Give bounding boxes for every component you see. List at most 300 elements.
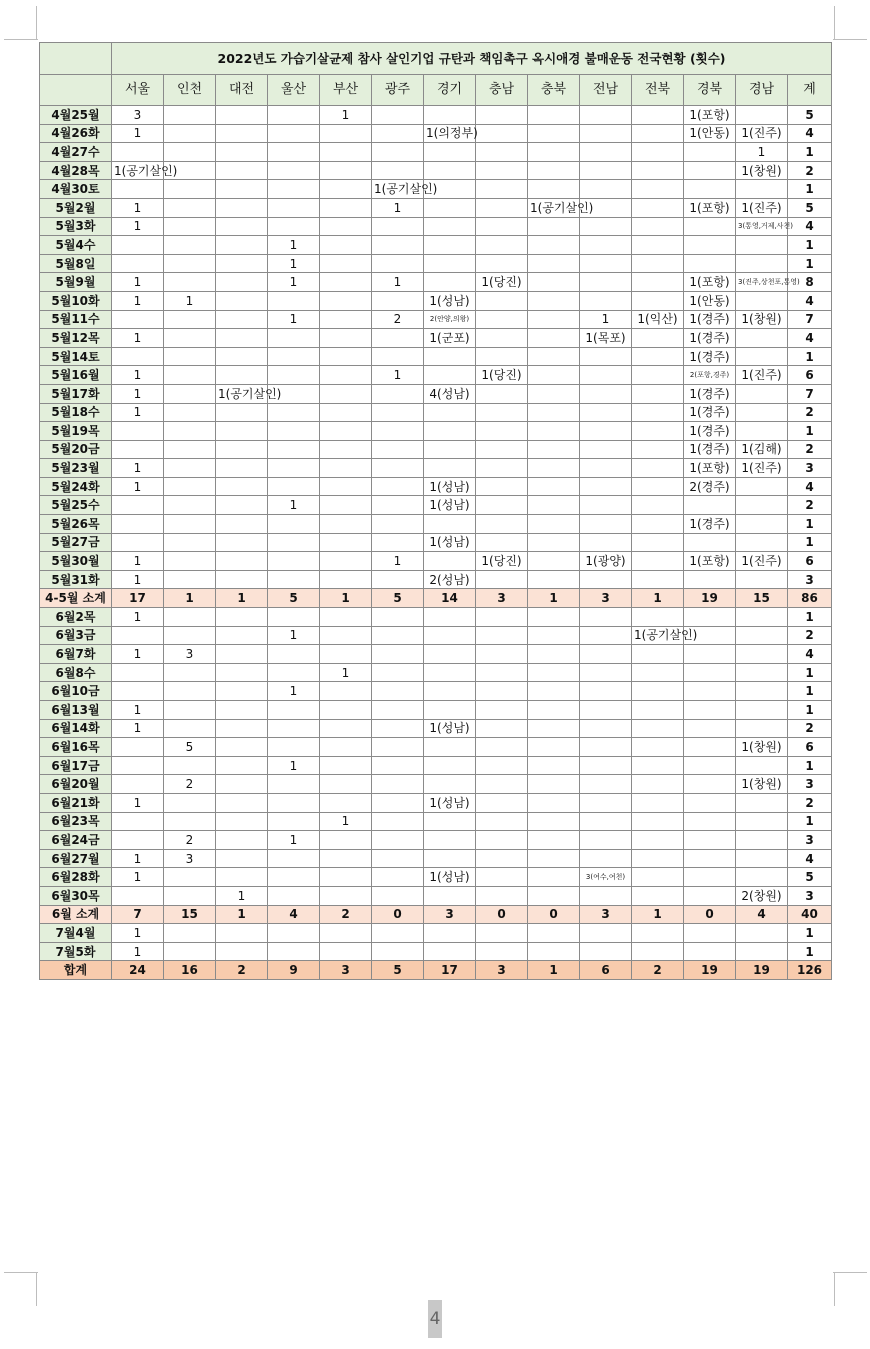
- table-cell: 2: [320, 905, 372, 924]
- table-row: [40, 496, 832, 515]
- table-cell: [372, 775, 424, 794]
- table-cell: [476, 440, 528, 459]
- table-cell: [528, 626, 580, 645]
- table-cell: 1(의정부): [424, 124, 476, 143]
- table-cell: [424, 254, 476, 273]
- table-cell: 3: [112, 106, 164, 125]
- table-cell: [684, 236, 736, 255]
- table-cell: [632, 477, 684, 496]
- table-cell: [528, 886, 580, 905]
- table-cell: 2(창원): [736, 886, 788, 905]
- table-cell: [216, 831, 268, 850]
- table-cell: 1: [268, 682, 320, 701]
- table-cell: [528, 719, 580, 738]
- row-label: 5월30월: [40, 552, 112, 571]
- table-cell: [632, 812, 684, 831]
- table-cell: [476, 403, 528, 422]
- table-cell: [320, 366, 372, 385]
- table-cell: [684, 217, 736, 236]
- table-cell: 1(경주): [684, 403, 736, 422]
- table-cell: 1(경주): [684, 440, 736, 459]
- table-cell: [632, 738, 684, 757]
- table-cell: [632, 180, 684, 199]
- table-cell: [268, 924, 320, 943]
- table-cell: [268, 608, 320, 627]
- table-row: [40, 738, 832, 757]
- table-cell: [528, 701, 580, 720]
- table-cell: [580, 924, 632, 943]
- table-cell: [632, 422, 684, 441]
- table-row: [40, 161, 832, 180]
- table-cell: [476, 831, 528, 850]
- table-cell: 1(경주): [684, 329, 736, 348]
- table-cell: [268, 849, 320, 868]
- table-cell: [164, 143, 216, 162]
- row-total-cell: 1: [788, 608, 832, 627]
- table-cell: [424, 106, 476, 125]
- table-cell: [424, 663, 476, 682]
- table-cell: [580, 291, 632, 310]
- table-cell: [216, 868, 268, 887]
- table-cell: [580, 477, 632, 496]
- table-cell: [164, 106, 216, 125]
- table-cell: [216, 198, 268, 217]
- table-cell: [320, 440, 372, 459]
- row-label: 5월20금: [40, 440, 112, 459]
- table-cell: [320, 496, 372, 515]
- table-cell: [320, 682, 372, 701]
- table-cell: 1: [164, 589, 216, 608]
- table-cell: [528, 422, 580, 441]
- table-cell: 3: [476, 589, 528, 608]
- table-cell: [268, 663, 320, 682]
- row-total-cell: 3: [788, 775, 832, 794]
- table-cell: [112, 254, 164, 273]
- table-cell: [632, 645, 684, 664]
- table-cell: [112, 515, 164, 534]
- table-cell: [372, 608, 424, 627]
- table-row: [40, 570, 832, 589]
- row-total-cell: 2: [788, 626, 832, 645]
- table-cell: [736, 422, 788, 441]
- table-cell: [528, 496, 580, 515]
- table-cell: [632, 440, 684, 459]
- row-label: 5월26목: [40, 515, 112, 534]
- table-cell: [320, 608, 372, 627]
- table-cell: 1(진주): [736, 459, 788, 478]
- table-cell: 1: [216, 589, 268, 608]
- table-cell: [424, 143, 476, 162]
- table-cell: 1: [268, 254, 320, 273]
- table-cell: 19: [736, 961, 788, 980]
- table-cell: [320, 254, 372, 273]
- row-total-cell: 1: [788, 663, 832, 682]
- column-header: 충북: [528, 75, 580, 106]
- table-cell: 1: [112, 793, 164, 812]
- table-cell: [320, 143, 372, 162]
- table-cell: [424, 403, 476, 422]
- table-cell: [476, 310, 528, 329]
- table-cell: [424, 440, 476, 459]
- row-label: 6월7화: [40, 645, 112, 664]
- table-cell: [424, 366, 476, 385]
- table-cell: 1: [112, 459, 164, 478]
- row-label: 6월 소계: [40, 905, 112, 924]
- row-total-cell: 1: [788, 180, 832, 199]
- column-header-row: [40, 75, 832, 106]
- table-cell: [632, 663, 684, 682]
- row-label: 6월28화: [40, 868, 112, 887]
- table-cell: [736, 756, 788, 775]
- table-cell: 1: [268, 273, 320, 292]
- table-cell: [736, 106, 788, 125]
- table-cell: [528, 663, 580, 682]
- table-cell: [320, 329, 372, 348]
- table-cell: 1(당진): [476, 366, 528, 385]
- table-cell: [528, 459, 580, 478]
- table-title: 2022년도 가습기살균제 참사 살인기업 규탄과 책임촉구 옥시애경 불매운동 전국현황 (횟수): [112, 43, 832, 75]
- table-cell: [320, 347, 372, 366]
- table-cell: [424, 756, 476, 775]
- table-cell: 1(창원): [736, 775, 788, 794]
- table-cell: [528, 217, 580, 236]
- table-cell: [216, 775, 268, 794]
- row-label: 5월24화: [40, 477, 112, 496]
- table-cell: [320, 198, 372, 217]
- table-cell: [268, 868, 320, 887]
- table-cell: 1: [372, 273, 424, 292]
- table-cell: [216, 924, 268, 943]
- table-cell: [320, 645, 372, 664]
- row-label: 5월8일: [40, 254, 112, 273]
- table-cell: [580, 106, 632, 125]
- row-label: 5월31화: [40, 570, 112, 589]
- table-cell: 1: [320, 589, 372, 608]
- table-cell: [528, 254, 580, 273]
- row-total-cell: 5: [788, 868, 832, 887]
- row-label: 5월17화: [40, 384, 112, 403]
- table-cell: [268, 124, 320, 143]
- table-row: [40, 682, 832, 701]
- table-cell: 1: [268, 831, 320, 850]
- row-total-cell: 1: [788, 812, 832, 831]
- table-cell: [268, 701, 320, 720]
- row-total-cell: 2: [788, 440, 832, 459]
- table-cell: [528, 533, 580, 552]
- table-cell: 1: [112, 719, 164, 738]
- table-cell: [320, 161, 372, 180]
- table-cell: 1: [736, 143, 788, 162]
- row-total-cell: 1: [788, 756, 832, 775]
- table-cell: [736, 329, 788, 348]
- table-cell: [372, 626, 424, 645]
- row-total-cell: 4: [788, 329, 832, 348]
- table-cell: 1: [112, 217, 164, 236]
- table-cell: [580, 459, 632, 478]
- table-cell: [164, 180, 216, 199]
- table-row: [40, 552, 832, 571]
- table-cell: [736, 719, 788, 738]
- table-cell: [632, 868, 684, 887]
- table-cell: [268, 533, 320, 552]
- column-header: 울산: [268, 75, 320, 106]
- table-cell: [580, 124, 632, 143]
- table-cell: [164, 533, 216, 552]
- table-cell: 5: [372, 589, 424, 608]
- table-cell: [580, 515, 632, 534]
- table-cell: [528, 384, 580, 403]
- table-cell: [736, 812, 788, 831]
- column-header: 서울: [112, 75, 164, 106]
- table-cell: [528, 161, 580, 180]
- table-cell: 1: [320, 812, 372, 831]
- table-cell: [320, 552, 372, 571]
- table-cell: [216, 366, 268, 385]
- table-cell: [320, 217, 372, 236]
- table-cell: 1: [112, 570, 164, 589]
- table-cell: [216, 422, 268, 441]
- table-cell: [320, 849, 372, 868]
- table-cell: [736, 254, 788, 273]
- table-cell: [580, 180, 632, 199]
- table-cell: [372, 663, 424, 682]
- table-cell: 1: [112, 366, 164, 385]
- table-row: [40, 831, 832, 850]
- status-table-container: [39, 42, 831, 980]
- table-cell: [632, 291, 684, 310]
- row-label: 5월11수: [40, 310, 112, 329]
- table-cell: 1(창원): [736, 310, 788, 329]
- table-cell: [736, 626, 788, 645]
- table-cell: 2: [164, 775, 216, 794]
- table-cell: 1: [372, 552, 424, 571]
- table-cell: 1(안동): [684, 124, 736, 143]
- row-label: 5월3화: [40, 217, 112, 236]
- table-cell: [424, 775, 476, 794]
- table-cell: [372, 236, 424, 255]
- column-header: 광주: [372, 75, 424, 106]
- row-label: 6월13월: [40, 701, 112, 720]
- table-cell: [320, 403, 372, 422]
- table-cell: [528, 273, 580, 292]
- table-cell: 1(성남): [424, 719, 476, 738]
- table-cell: [476, 106, 528, 125]
- table-cell: [268, 180, 320, 199]
- table-cell: 7: [112, 905, 164, 924]
- table-cell: [372, 793, 424, 812]
- table-cell: [216, 719, 268, 738]
- row-label: 5월9월: [40, 273, 112, 292]
- table-cell: [164, 310, 216, 329]
- table-cell: [164, 608, 216, 627]
- table-cell: [216, 682, 268, 701]
- table-cell: [476, 570, 528, 589]
- table-cell: [736, 849, 788, 868]
- table-cell: 1: [112, 608, 164, 627]
- table-cell: 1: [580, 310, 632, 329]
- table-cell: 2: [216, 961, 268, 980]
- table-cell: 1: [216, 905, 268, 924]
- table-cell: [632, 273, 684, 292]
- table-cell: [320, 924, 372, 943]
- table-cell: [372, 868, 424, 887]
- table-cell: [684, 756, 736, 775]
- table-cell: [320, 310, 372, 329]
- table-cell: 1(익산): [632, 310, 684, 329]
- table-cell: 3(진주,상천포,통영): [736, 273, 788, 292]
- table-cell: [372, 143, 424, 162]
- table-cell: [684, 738, 736, 757]
- table-cell: [268, 570, 320, 589]
- row-label: 5월23월: [40, 459, 112, 478]
- table-cell: [580, 663, 632, 682]
- table-cell: [372, 291, 424, 310]
- table-cell: 1: [268, 236, 320, 255]
- table-cell: [632, 756, 684, 775]
- table-cell: [320, 756, 372, 775]
- table-cell: [164, 701, 216, 720]
- table-cell: [164, 198, 216, 217]
- table-cell: [528, 236, 580, 255]
- table-cell: [268, 422, 320, 441]
- table-cell: [476, 384, 528, 403]
- table-cell: 3: [580, 589, 632, 608]
- table-cell: 1(경주): [684, 384, 736, 403]
- table-cell: [372, 942, 424, 961]
- total-row: [40, 961, 832, 980]
- table-cell: [528, 180, 580, 199]
- column-header: 충남: [476, 75, 528, 106]
- table-cell: 1: [112, 198, 164, 217]
- row-total-cell: 2: [788, 496, 832, 515]
- table-cell: 1: [112, 552, 164, 571]
- table-cell: [528, 942, 580, 961]
- table-cell: [164, 570, 216, 589]
- row-total-cell: 1: [788, 422, 832, 441]
- table-cell: [164, 756, 216, 775]
- row-total-cell: 1: [788, 942, 832, 961]
- table-row: [40, 701, 832, 720]
- table-row: [40, 608, 832, 627]
- table-cell: [528, 329, 580, 348]
- table-cell: 1(광양): [580, 552, 632, 571]
- table-cell: 17: [424, 961, 476, 980]
- table-cell: [164, 812, 216, 831]
- table-cell: 1(진주): [736, 552, 788, 571]
- row-total-cell: 7: [788, 384, 832, 403]
- table-cell: [268, 719, 320, 738]
- table-cell: [320, 719, 372, 738]
- table-cell: [528, 682, 580, 701]
- table-cell: [372, 217, 424, 236]
- table-cell: [580, 719, 632, 738]
- table-cell: [320, 886, 372, 905]
- table-row: [40, 198, 832, 217]
- table-cell: 1: [112, 942, 164, 961]
- table-cell: [736, 663, 788, 682]
- table-cell: [580, 496, 632, 515]
- table-cell: [580, 347, 632, 366]
- table-cell: 1(진주): [736, 198, 788, 217]
- row-total-cell: 1: [788, 236, 832, 255]
- table-cell: [320, 236, 372, 255]
- table-cell: [424, 942, 476, 961]
- table-cell: [424, 645, 476, 664]
- row-total-cell: 86: [788, 589, 832, 608]
- table-cell: 14: [424, 589, 476, 608]
- table-cell: [476, 942, 528, 961]
- row-total-cell: 3: [788, 459, 832, 478]
- table-cell: 1: [372, 366, 424, 385]
- table-cell: [320, 626, 372, 645]
- table-cell: [112, 886, 164, 905]
- table-cell: [320, 291, 372, 310]
- table-cell: [424, 422, 476, 441]
- table-cell: 1(군포): [424, 329, 476, 348]
- table-cell: [632, 496, 684, 515]
- status-table: [39, 42, 832, 980]
- table-cell: [164, 552, 216, 571]
- table-cell: [268, 515, 320, 534]
- table-cell: 3(통영,거제,사천): [736, 217, 788, 236]
- table-cell: [476, 738, 528, 757]
- table-cell: [372, 347, 424, 366]
- row-total-cell: 126: [788, 961, 832, 980]
- row-total-cell: 1: [788, 254, 832, 273]
- table-row: [40, 124, 832, 143]
- table-cell: [580, 440, 632, 459]
- row-total-cell: 1: [788, 143, 832, 162]
- table-cell: 0: [684, 905, 736, 924]
- table-cell: [320, 701, 372, 720]
- table-cell: [476, 422, 528, 441]
- table-cell: [372, 440, 424, 459]
- table-cell: 1: [112, 924, 164, 943]
- table-cell: [112, 143, 164, 162]
- row-label: 4월25월: [40, 106, 112, 125]
- table-row: [40, 273, 832, 292]
- table-cell: [684, 849, 736, 868]
- row-label: 6월16목: [40, 738, 112, 757]
- table-cell: [580, 384, 632, 403]
- table-cell: [580, 273, 632, 292]
- table-cell: [736, 868, 788, 887]
- row-label: 5월27금: [40, 533, 112, 552]
- table-cell: [216, 124, 268, 143]
- table-cell: [684, 180, 736, 199]
- table-cell: 1(진주): [736, 366, 788, 385]
- table-cell: [424, 608, 476, 627]
- table-cell: [736, 403, 788, 422]
- row-total-cell: 1: [788, 515, 832, 534]
- table-cell: [476, 496, 528, 515]
- table-cell: [736, 608, 788, 627]
- table-cell: [476, 254, 528, 273]
- table-row: [40, 291, 832, 310]
- table-cell: [580, 645, 632, 664]
- table-cell: 1(공기살인): [632, 626, 684, 645]
- table-cell: [684, 942, 736, 961]
- table-cell: [320, 180, 372, 199]
- table-cell: [164, 459, 216, 478]
- row-label: 6월23목: [40, 812, 112, 831]
- table-cell: [580, 217, 632, 236]
- row-total-cell: 1: [788, 701, 832, 720]
- table-row: [40, 886, 832, 905]
- table-cell: [424, 236, 476, 255]
- column-header: 대전: [216, 75, 268, 106]
- table-cell: [216, 273, 268, 292]
